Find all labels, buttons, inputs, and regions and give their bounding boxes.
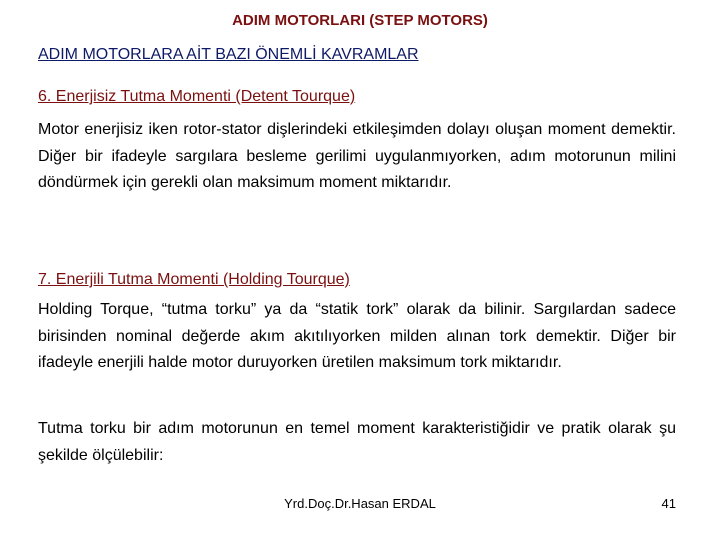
footer-author: Yrd.Doç.Dr.Hasan ERDAL — [284, 496, 436, 511]
section-heading: ADIM MOTORLARA AİT BAZI ÖNEMLİ KAVRAMLAR — [38, 46, 419, 63]
detent-torque-heading: 6. Enerjisiz Tutma Momenti (Detent Tourque) — [38, 88, 356, 105]
detent-torque-paragraph: Motor enerjisiz iken rotor-stator dişlerindeki etkileşimden dolayı oluşan moment demektir. Diğer bir ifadeyle sargılara besleme gerilimi uygulanmıyorken, adım motorunun milini döndürmek için gerekli olan maksimum moment miktarıdır. — [38, 121, 676, 191]
slide-title: ADIM MOTORLARI (STEP MOTORS) — [232, 12, 488, 29]
page-number: 41 — [661, 496, 676, 511]
holding-torque-heading: 7. Enerjili Tutma Momenti (Holding Tourque) — [38, 271, 350, 288]
holding-torque-paragraph: Holding Torque, “tutma torku” ya da “statik tork” olarak da bilinir. Sargılardan sadece birisinden nominal değerde akım akıtılıyorken milden alınan tork demektir. Diğer bir ifadeyle enerjili halde motor duruyorken üretilen maksimum tork miktarıdır. — [38, 301, 676, 371]
holding-torque-measurement-paragraph: Tutma torku bir adım motorunun en temel moment karakteristiğidir ve pratik olarak şu şekilde ölçülebilir: — [38, 420, 676, 464]
